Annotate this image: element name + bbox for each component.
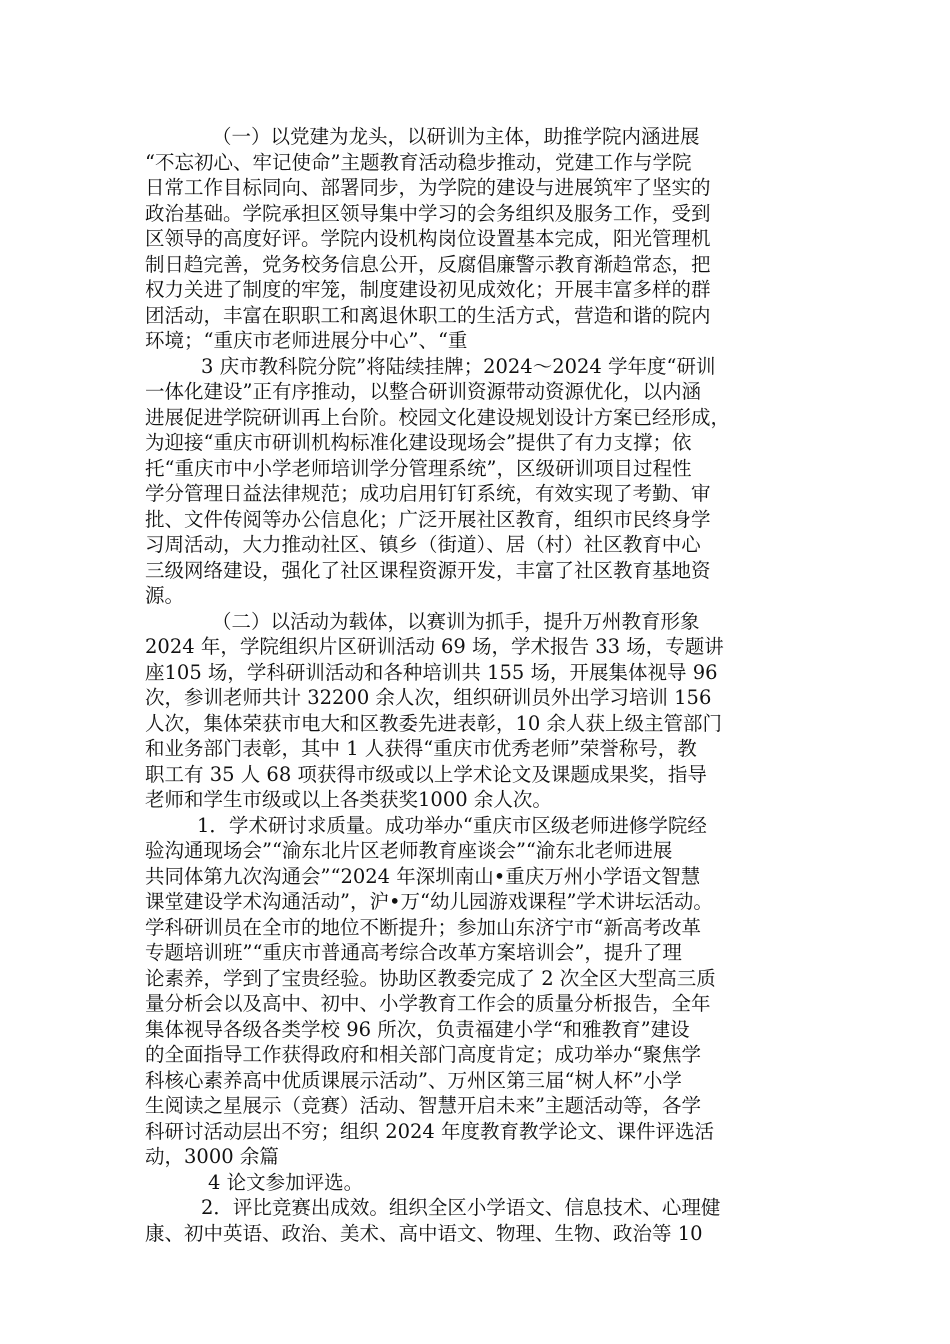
- text-line: 座105 场，学科研训活动和各种培训共 155 场，开展集体视导 96: [145, 660, 718, 684]
- text-line: 职工有 35 人 68 项获得市级或以上学术论文及课题成果奖，指导: [145, 762, 707, 786]
- text-line: 权力关进了制度的牢笼，制度建设初见成效化；开展丰富多样的群: [145, 278, 711, 301]
- text-line: 量分析会以及高中、初中、小学教育工作会的质量分析报告，全年: [145, 992, 711, 1015]
- text-line: 进展促进学院研训再上台阶。校园文化建设规划设计方案已经形成，: [145, 405, 731, 429]
- text-line: 日常工作目标同向、部署同步，为学院的建设与进展筑牢了坚实的: [145, 176, 711, 199]
- text-line: 康、初中英语、政治、美术、高中语文、物理、生物、政治等 10: [145, 1221, 703, 1245]
- text-line: 验沟通现场会”“渝东北片区老师教育座谈会”“渝东北老师进展: [145, 839, 673, 862]
- document-body: [145, 124, 815, 1246]
- text-line: 动，3000 余篇: [145, 1145, 279, 1168]
- section-heading-2: （二）以活动为载体，以赛训为抓手，提升万州教育形象: [212, 609, 700, 633]
- text-line: 托“重庆市中小学老师培训学分管理系统”，区级研训项目过程性: [145, 456, 692, 480]
- subsection-heading-2: 2．评比竞赛出成效。组织全区小学语文、信息技术、心理健: [201, 1196, 721, 1219]
- text-line: 的全面指导工作获得政府和相关部门高度肯定；成功举办“聚焦学: [145, 1043, 701, 1066]
- text-line: 学科研训员在全市的地位不断提升；参加山东济宁市“新高考改革: [145, 915, 701, 939]
- text-line: 3 庆市教科院分院”将陆续挂牌；2024～2024 学年度“研训: [201, 354, 716, 378]
- text-line: 人次，集体荣获市电大和区教委先进表彰，10 余人获上级主管部门: [145, 711, 723, 735]
- text-line: 4 论文参加评选。: [208, 1170, 364, 1194]
- text-line: 生阅读之星展示（竞赛）活动、智慧开启未来”主题活动等，各学: [145, 1094, 701, 1117]
- text-line: 政治基础。学院承担区领导集中学习的会务组织及服务工作，受到: [145, 201, 711, 225]
- text-line: 老师和学生市级或以上各类获奖1000 余人次。: [145, 788, 552, 811]
- text-line: 制日趋完善，党务校务信息公开，反腐倡廉警示教育渐趋常态，把: [145, 252, 711, 276]
- subsection-heading-1: 1．学术研讨求质量。成功举办“重庆市区级老师进修学院经: [197, 813, 707, 837]
- text-line: 集体视导各级各类学校 96 所次，负责福建小学“和雅教育”建设: [145, 1017, 690, 1041]
- text-line: 共同体第九次沟通会”“2024 年深圳南山•重庆万州小学语文智慧: [145, 864, 701, 888]
- text-line: 环境；“重庆市老师进展分中心”、“重: [145, 329, 468, 352]
- section-heading-1: （一）以党建为龙头，以研训为主体，助推学院内涵进展: [212, 125, 700, 148]
- text-line: 学分管理日益法律规范；成功启用钉钉系统，有效实现了考勤、审: [145, 482, 711, 505]
- text-line: 科研讨活动层出不穷；组织 2024 年度教育教学论文、课件评选活: [145, 1119, 715, 1143]
- text-line: “不忘初心、牢记使命”主题教育活动稳步推动，党建工作与学院: [145, 150, 692, 174]
- text-line: 次，参训老师共计 32200 余人次，组织研训员外出学习培训 156: [145, 686, 712, 709]
- text-line: 2024 年，学院组织片区研训活动 69 场，学术报告 33 场，专题讲: [145, 635, 724, 658]
- text-line: 论素养，学到了宝贵经验。协助区教委完成了 2 次全区大型高三质: [145, 966, 716, 990]
- text-line: 习周活动，大力推动社区、镇乡（街道）、居（村）社区教育中心: [145, 533, 701, 556]
- text-line: 批、文件传阅等办公信息化；广泛开展社区教育，组织市民终身学: [145, 507, 711, 531]
- text-line: 和业务部门表彰，其中 1 人获得“重庆市优秀老师”荣誉称号，教: [145, 737, 697, 760]
- text-line: 科核心素养高中优质课展示活动”、万州区第三届“树人杯”小学: [145, 1068, 682, 1092]
- text-line: 专题培训班”“重庆市普通高考综合改革方案培训会”，提升了理: [145, 941, 682, 964]
- text-line: 课堂建设学术沟通活动”，沪•万“幼儿园游戏课程”学术讲坛活动。: [145, 890, 713, 913]
- text-line: 三级网络建设，强化了社区课程资源开发，丰富了社区教育基地资: [145, 558, 711, 582]
- text-line: 团活动，丰富在职职工和离退休职工的生活方式，营造和谐的院内: [145, 303, 711, 327]
- text-line: 源。: [145, 584, 185, 607]
- text-line: 区领导的高度好评。学院内设机构岗位设置基本完成，阳光管理机: [145, 227, 711, 250]
- text-line: 为迎接“重庆市研训机构标准化建设现场会”提供了有力支撑；依: [145, 431, 692, 454]
- text-line: 一体化建设”正有序推动，以整合研训资源带动资源优化，以内涵: [145, 380, 701, 403]
